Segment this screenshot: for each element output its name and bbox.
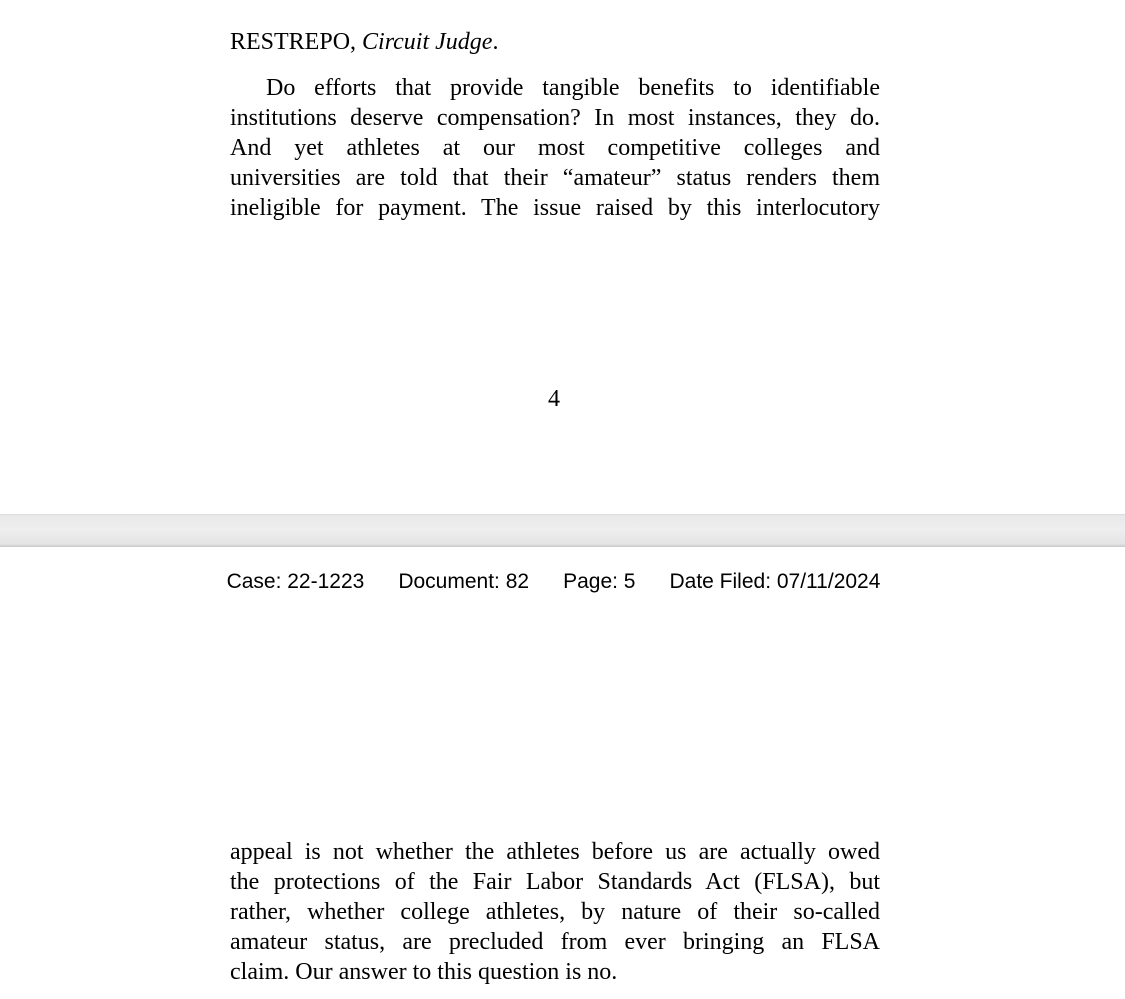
paragraph-line: Do efforts that provide tangible benefits to identifiable: [266, 75, 880, 101]
heading-period: .: [492, 29, 499, 55]
paragraph-line: appeal is not whether the athletes before us are actually owed: [230, 839, 880, 865]
paragraph-line: institutions deserve compensation? In most instances, they do.: [230, 105, 880, 131]
case-number: Case: 22-1223: [226, 570, 365, 593]
page-indicator: Page: 5: [563, 570, 636, 593]
page-number: 4: [548, 386, 560, 412]
opinion-paragraph-continued: [230, 837, 880, 987]
page-separator: [0, 514, 1125, 547]
paragraph-line: rather, whether college athletes, by nature of their so-called: [230, 899, 880, 925]
date-filed: Date Filed: 07/11/2024: [669, 570, 881, 593]
judge-title: Circuit Judge: [362, 29, 493, 55]
judge-name: RESTREPO,: [230, 29, 357, 55]
paragraph-line: And yet athletes at our most competitive colleges and: [230, 135, 880, 161]
document-number: Document: 82: [398, 570, 530, 593]
paragraph-line: the protections of the Fair Labor Standards Act (FLSA), but: [230, 869, 880, 895]
paragraph-line: claim. Our answer to this question is no.: [230, 959, 618, 985]
opinion-paragraph-1: [230, 73, 880, 223]
paragraph-line: amateur status, are precluded from ever bringing an FLSA: [230, 929, 880, 955]
paragraph-line: universities are told that their “amateur” status renders them: [230, 165, 880, 191]
case-header: [0, 567, 1107, 597]
paragraph-line: ineligible for payment. The issue raised by this interlocutory: [230, 195, 880, 221]
opinion-author-heading: [230, 27, 498, 57]
